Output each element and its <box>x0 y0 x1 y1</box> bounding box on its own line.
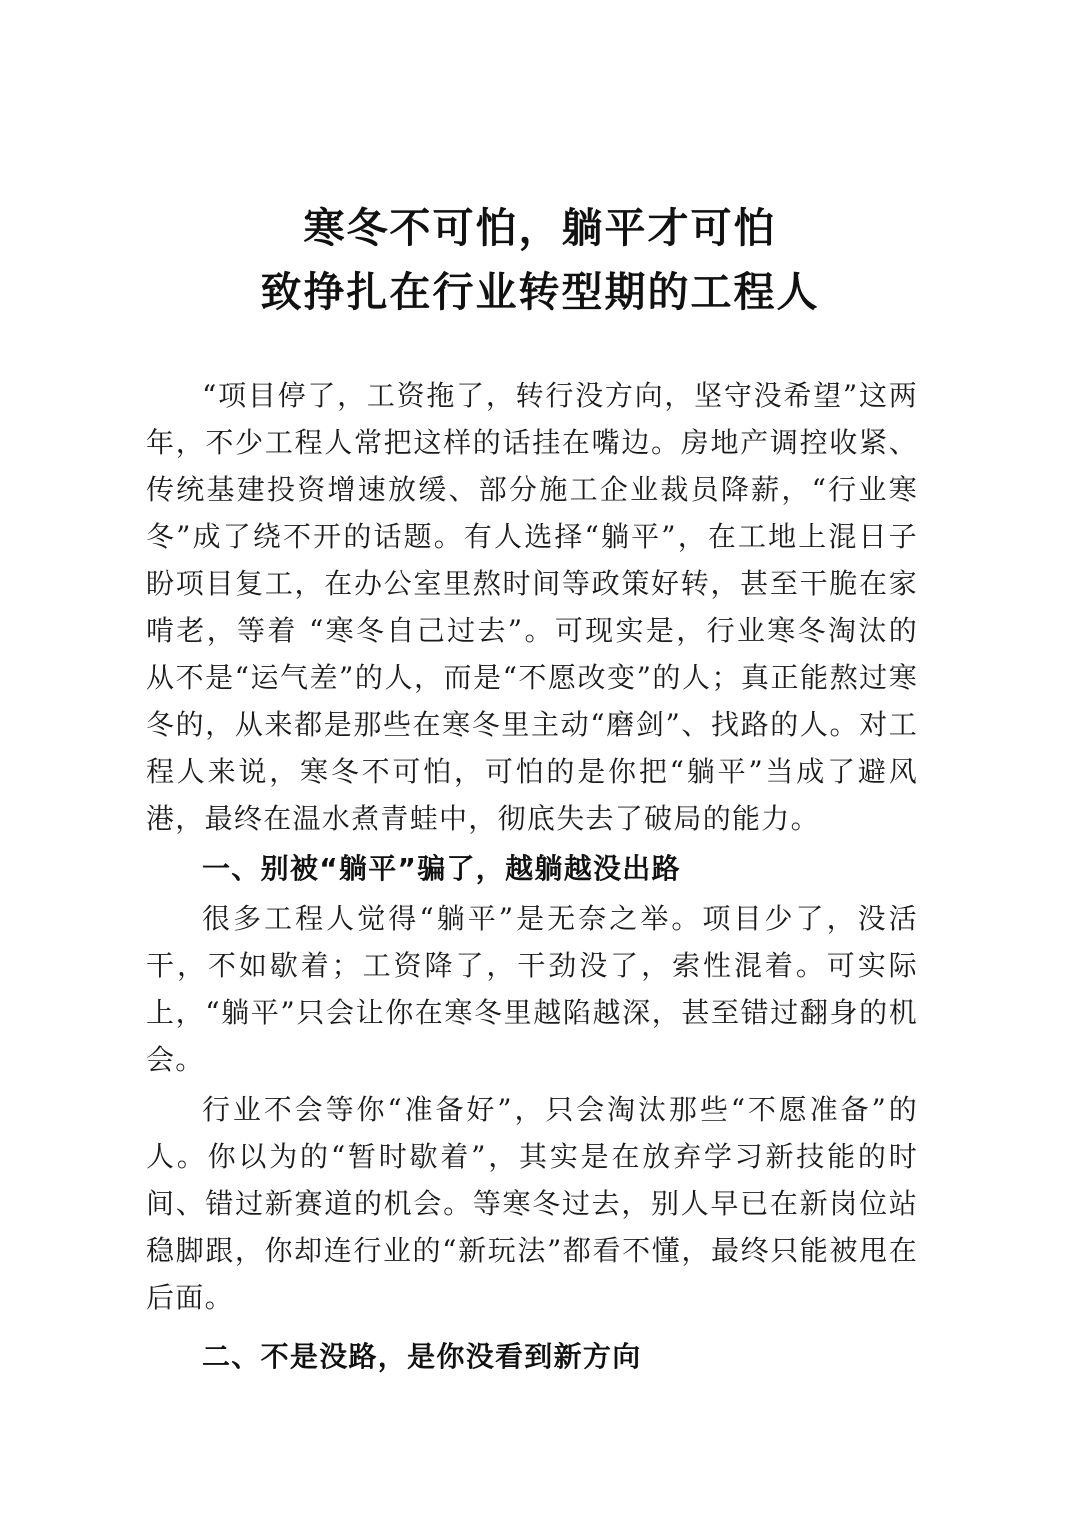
section-heading-1: 一、别被“躺平”骗了，越躺越没出路 <box>202 852 681 885</box>
title-line-subtitle: 致挣扎在行业转型期的工程人 <box>260 268 820 316</box>
intro-paragraph: “项目停了，工资拖了，转行没方向，坚守没希望”这两年，不少工程人常把这样的话挂在嘴边。房地产调控收紧、传统基建投资增速放缓、部分施工企业裁员降薪，“行业寒冬”成了绕不开的话题。有人选择“躺平”，在工地上混日子盼项目复工，在办公室里熬时间等政策好转，甚至干脆在家啃老，等着 “寒冬自己过去”。可现实是，行业寒冬淘汰的从不是“运气差”的人，而是“不愿改变”的人；真正能熬过寒冬的，从来都是那些在寒冬里主动“磨剑”、找路的人。对工程人来说，寒冬不可怕，可怕的是你把“躺平”当成了避风港，最终在温水煮青蛙中，彻底失去了破局的能力。 <box>146 379 918 835</box>
section-1-paragraph-2: 行业不会等你“准备好”，只会淘汰那些“不愿准备”的人。你以为的“暂时歇着”，其实是在放弃学习新技能的时间、错过新赛道的机会。等寒冬过去，别人早已在新岗位站稳脚跟，你却连行业的“新玩法”都看不懂，最终只能被甩在后面。 <box>146 1093 918 1314</box>
document-title <box>0 196 1080 324</box>
section-heading-2: 二、不是没路，是你没看到新方向 <box>202 1340 642 1373</box>
title-line-main: 寒冬不可怕，躺平才可怕 <box>303 204 777 252</box>
section-1-paragraph-1: 很多工程人觉得“躺平”是无奈之举。项目少了，没活干，不如歇着；工资降了，干劲没了，索性混着。可实际上，“躺平”只会让你在寒冬里越陷越深，甚至错过翻身的机会。 <box>146 902 918 1076</box>
document-body <box>146 372 918 1383</box>
